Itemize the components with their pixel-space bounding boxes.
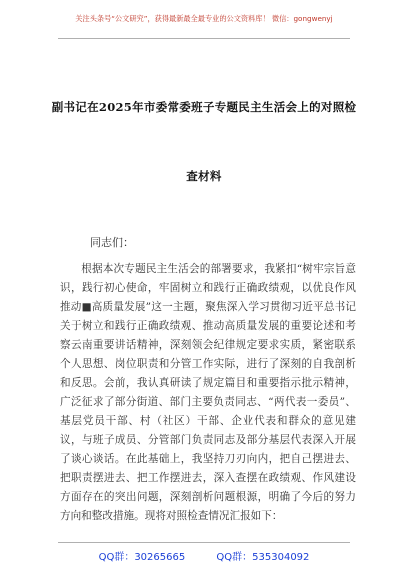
document-title-line-1: 副书记在2025年市委常委班子专题民主生活会上的对照检: [51, 100, 357, 114]
body-paragraph: 根据本次专题民主生活会的部署要求，我紧扣“树牢宗旨意识，践行初心使命，牢固树立和践行正确政绩观，以优良作风推动■高质量发展”这一主题，聚焦深入学习贯彻习近平总书记关于树立和践行正确政绩观、推动高质量发展的重要论述和考察云南重要讲话精神，深刻领会纪律规定要求实质，紧密联系个人思想、岗位职责和分管工作实际，进行了深刻的自我剖析和反思。会前，我认真研读了规定篇目和重要指示批示精神，广泛征求了部分街道、部门主要负责同志、“两代表一委员”、基层党员干部、村（社区）干部、企业代表和群众的意见建议，与班子成员、分管部门负责同志及部分基层代表深入开展了谈心谈话。在此基础上，我坚持刀刃向内，把自己摆进去、把职责摆进去、把工作摆进去，深入查摆在政绩观、作风建设方面存在的突出问题，深刻剖析问题根源，明确了今后的努力方向和整改措施。现将对照检查情况汇报如下：: [60, 263, 356, 522]
salutation: 同志们：: [90, 236, 134, 249]
header-divider: [58, 38, 350, 39]
footer-divider: [58, 542, 350, 543]
footer: [0, 548, 408, 563]
promo-banner: 关注头条号“公文研究”，获得最新最全最专业的公文资料库！ 微信：gongwenyj: [75, 14, 333, 23]
qq-group-2: QQ群：535304092: [216, 552, 310, 563]
qq-group-1: QQ群：30265665: [98, 552, 186, 563]
document-title-line-2: 查材料: [186, 169, 222, 183]
